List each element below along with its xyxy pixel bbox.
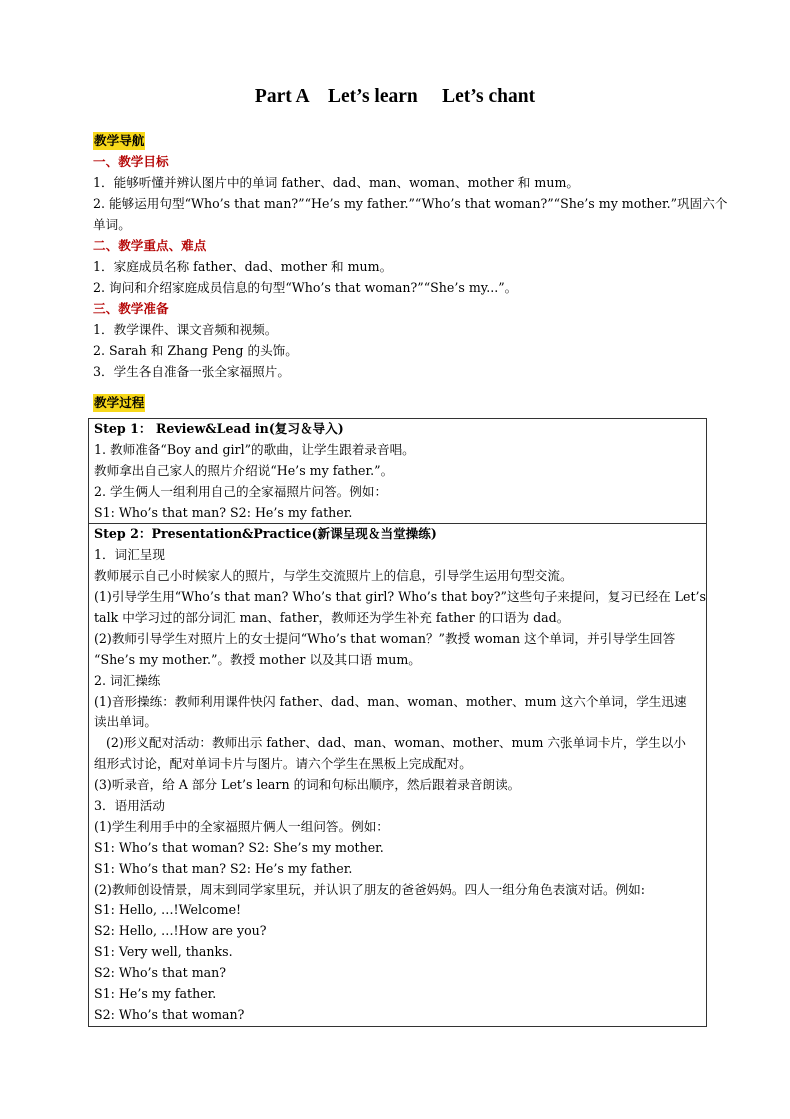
step-line: (2)教师创设情景，周末到同学家里玩，并认识了朋友的爸爸妈妈。四人一组分角色表演对话。例如: <box>94 881 646 897</box>
objectives-line: 1．能够听懂并辨认图片中的单词 father、dad、man、woman、mother 和 mum。 <box>93 175 579 190</box>
key-points-line: 1．家庭成员名称 father、dad、mother 和 mum。 <box>93 259 393 274</box>
preparation-line: 3．学生各自准备一张全家福照片。 <box>93 364 290 379</box>
page-title: Part A Let’s learn Let’s chant <box>254 86 536 107</box>
preparation-heading: 三、教学准备 <box>93 301 169 316</box>
step-line: S2: Who’s that woman? <box>94 1006 245 1022</box>
step-line: S2: Hello, …!How are you? <box>94 923 267 939</box>
step-line: 1. 教师准备“Boy and girl”的歌曲，让学生跟着录音唱。 <box>94 441 415 457</box>
step-line: (2)形义配对活动：教师出示 father、dad、man、woman、mother、mum 六张单词卡片，学生以小 <box>106 735 686 751</box>
step-line: 组形式讨论，配对单词卡片与图片。请六个学生在黑板上完成配对。 <box>94 756 472 772</box>
step-line: S1: Who’s that man? S2: He’s my father. <box>94 860 353 876</box>
table-row <box>89 524 707 1026</box>
step-line: (2)教师引导学生对照片上的女士提问“Who’s that woman？”教授 woman 这个单词，并引导学生回答 <box>94 630 676 646</box>
step-line: 2. 学生俩人一组利用自己的全家福照片问答。例如： <box>94 483 388 499</box>
step-line: S1: Hello, …!Welcome! <box>94 902 242 918</box>
step-2-title: Step 2：Presentation&Practice(新课呈现＆当堂操练) <box>94 526 437 542</box>
section-label-navigation: 教学导航 <box>94 133 145 148</box>
step-line: 读出单词。 <box>94 714 157 730</box>
preparation-line: 1．教学课件、课文音频和视频。 <box>93 322 278 337</box>
step-line: 3．语用活动 <box>94 798 165 814</box>
step-line: S2: Who’s that man? <box>94 965 227 981</box>
step-line: (1)引导学生用“Who’s that man? Who’s that girl? Who’s that boy?”这些句子来提问，复习已经在 Let’s <box>94 589 707 605</box>
table-row <box>89 419 707 524</box>
step-line: (1)音形操练：教师利用课件快闪 father、dad、man、woman、mother、mum 这六个单词，学生迅速 <box>94 693 687 709</box>
step-line: 2. 词汇操练 <box>94 672 161 688</box>
step-line: S1: Who’s that man? S2: He’s my father. <box>94 504 353 520</box>
step-2-cell <box>89 524 707 1026</box>
step-line: talk 中学习过的部分词汇 man、father，教师还为学生补充 father 的口语为 dad。 <box>94 610 570 626</box>
step-line: (3)听录音，给 A 部分 Let’s learn 的词和句标出顺序，然后跟着录音朗读。 <box>94 777 521 793</box>
section-label-process: 教学过程 <box>94 395 145 410</box>
step-line: 教师展示自己小时候家人的照片，与学生交流照片上的信息，引导学生运用句型交流。 <box>94 568 573 584</box>
objectives-line: 2. 能够运用句型“Who’s that man?”“He’s my father.”“Who’s that woman?”“She’s my mother.”巩固六个 <box>93 196 728 211</box>
teaching-navigation <box>93 128 728 413</box>
step-line: S1: Who’s that woman? S2: She’s my mother. <box>94 839 384 855</box>
step-line: (1)学生利用手中的全家福照片俩人一组问答。例如： <box>94 818 389 834</box>
teaching-process-table <box>88 418 707 1027</box>
step-1-cell <box>89 419 707 524</box>
step-line: 教师拿出自己家人的照片介绍说“He’s my father.”。 <box>94 462 394 478</box>
step-line: 1．词汇呈现 <box>94 547 165 563</box>
objectives-line: 单词。 <box>93 217 131 232</box>
step-line: “She’s my mother.”。教授 mother 以及其口语 mum。 <box>94 651 421 667</box>
objectives-heading: 一、教学目标 <box>93 154 169 169</box>
step-line: S1: He’s my father. <box>94 986 217 1002</box>
step-line: S1: Very well, thanks. <box>94 944 233 960</box>
key-points-line: 2. 询问和介绍家庭成员信息的句型“Who’s that woman?”“She’s my...”。 <box>93 280 518 295</box>
preparation-line: 2. Sarah 和 Zhang Peng 的头饰。 <box>93 343 298 358</box>
step-1-title: Step 1： Review&Lead in(复习＆导入) <box>94 421 344 436</box>
key-points-heading: 二、教学重点、难点 <box>93 238 207 253</box>
